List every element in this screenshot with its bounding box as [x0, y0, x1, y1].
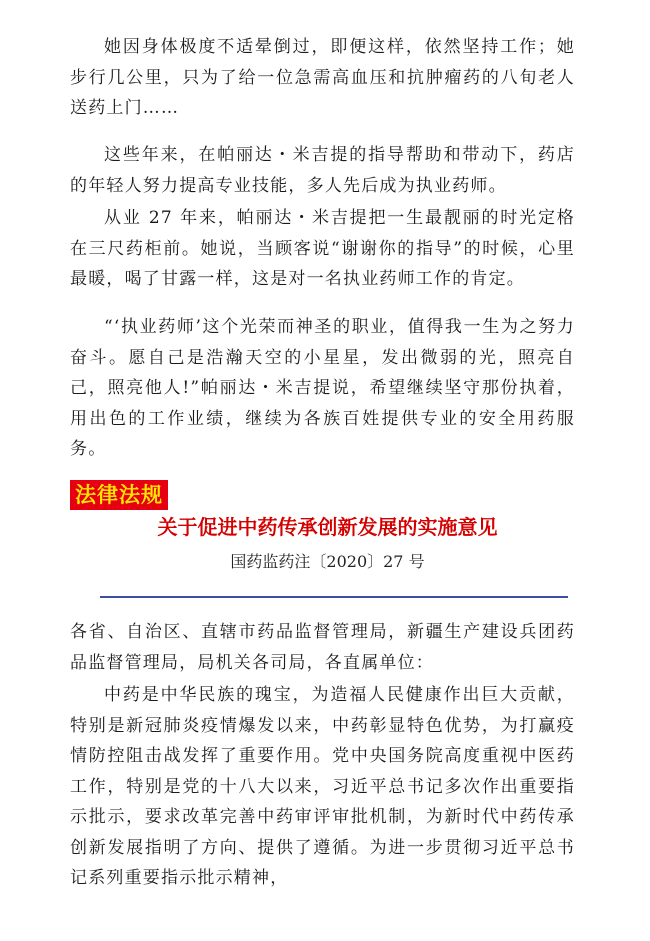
article-paragraph-3: 从业 27 年来，帕丽达・米吉提把一生最靓丽的时光定格在三尺药柜前。她说，当顾客说“谢谢你的指导”的时候，心里最暖，喝了甘露一样，这是对一名执业药师工作的肯定。: [70, 208, 575, 289]
document-title: 关于促进中药传承创新发展的实施意见: [157, 515, 498, 539]
section-badge: 法律法规: [70, 480, 168, 510]
notice-body: 中药是中华民族的瑰宝，为造福人民健康作出巨大贡献，特别是新冠肺炎疫情爆发以来，中药彰显特色优势，为打赢疫情防控阻击战发挥了重要作用。党中央国务院高度重视中医药工作，特别是党的十八大以来，习近平总书记多次作出重要指示批示，要求改革完善中药审评审批机制，为新时代中药传承创新发展指明了方向、提供了遵循。为进一步贯彻习近平总书记系列重要指示批示精神，: [70, 685, 575, 888]
article-paragraph-4: “‘执业药师’这个光荣而神圣的职业，值得我一生为之努力奋斗。愿自己是浩瀚天空的小星星，发出微弱的光，照亮自己，照亮他人!”帕丽达・米吉提说，希望继续坚守那份执着，用出色的工作业绩，继续为各族百姓提供专业的安全用药服务。: [70, 317, 575, 459]
document-number: 国药监药注〔2020〕27 号: [230, 552, 425, 571]
article-paragraph-2: 这些年来，在帕丽达・米吉提的指导帮助和带动下，药店的年轻人努力提高专业技能，多人先后成为执业药师。: [70, 145, 575, 196]
article-paragraph-1: 她因身体极度不适晕倒过，即便这样，依然坚持工作；她步行几公里，只为了给一位急需高血压和抗肿瘤药的八旬老人送药上门……: [70, 37, 575, 118]
notice-addressee: 各省、自治区、直辖市药品监督管理局，新疆生产建设兵团药品监督管理局，局机关各司局，各直属单位：: [70, 622, 575, 673]
title-divider: [100, 596, 568, 598]
